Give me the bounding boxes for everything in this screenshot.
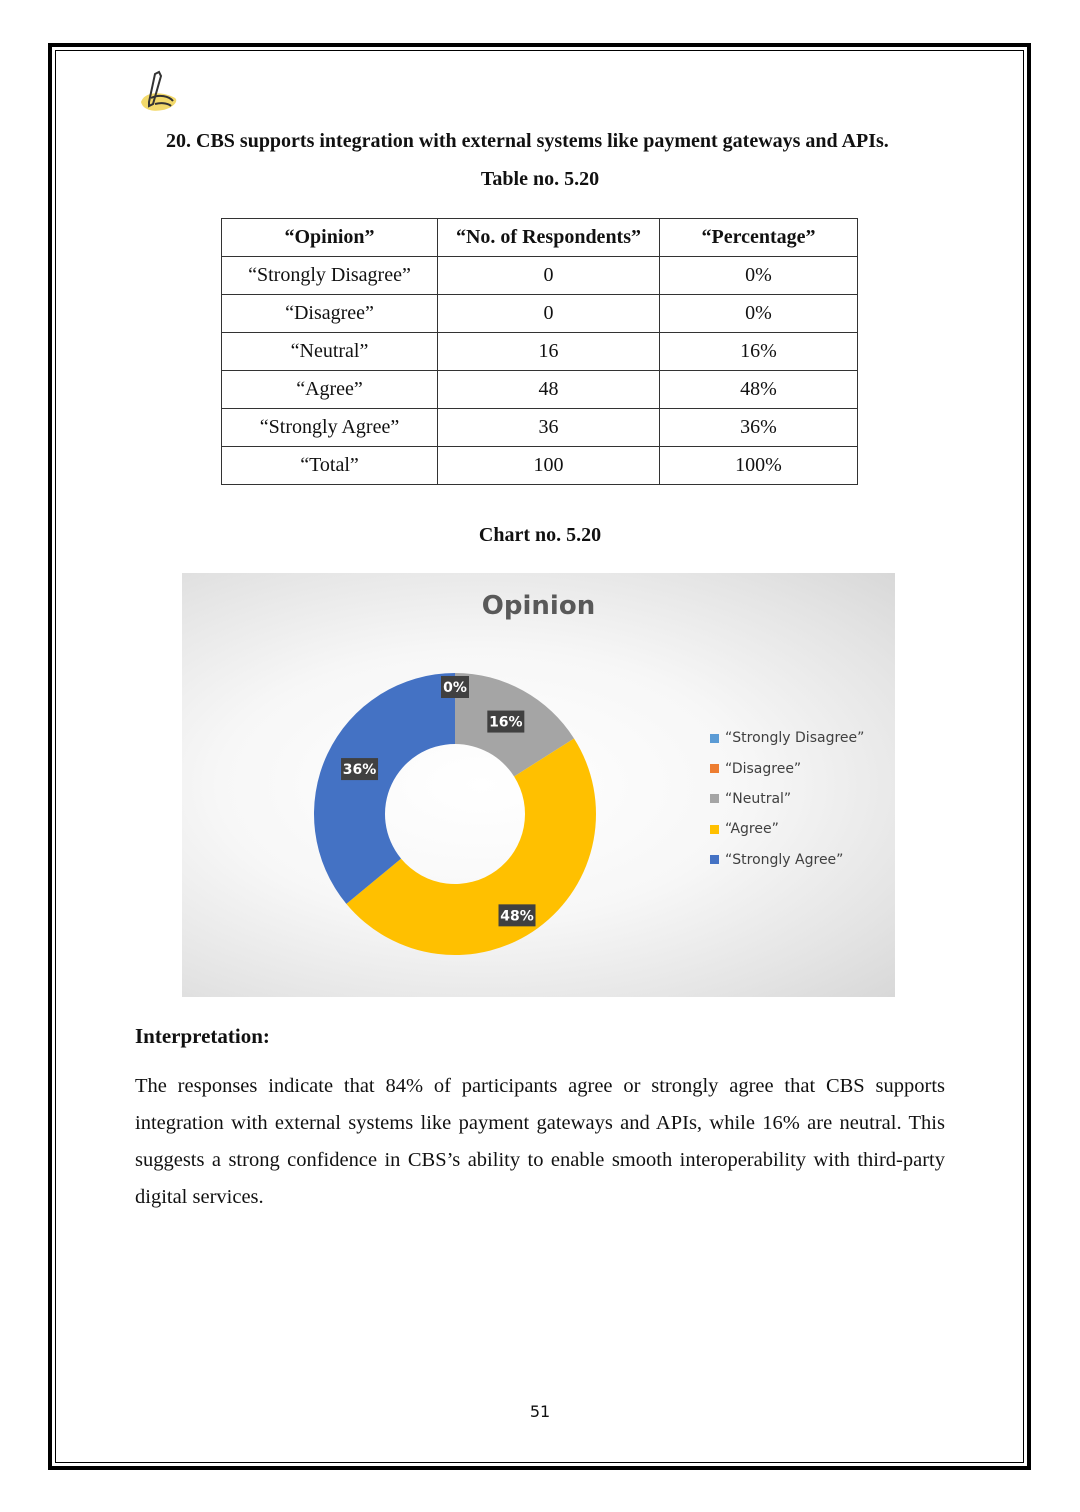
table-cell: “Agree” xyxy=(222,371,438,409)
svg-text:48%: 48% xyxy=(500,908,534,925)
data-label xyxy=(441,676,469,698)
legend-label: “Strongly Agree” xyxy=(725,851,844,868)
table-cell: 0% xyxy=(660,295,858,333)
svg-text:16%: 16% xyxy=(489,714,523,731)
page-number: 51 xyxy=(529,1402,551,1421)
table-cell: “Total” xyxy=(222,447,438,485)
legend-label: “Agree” xyxy=(725,821,779,838)
table-header-row xyxy=(222,219,858,257)
table-cell: 100 xyxy=(438,447,660,485)
table-cell: 100% xyxy=(660,447,858,485)
table-row xyxy=(222,371,858,409)
table-cell: 48 xyxy=(438,371,660,409)
legend-swatch xyxy=(710,794,719,803)
table-cell: 16 xyxy=(438,333,660,371)
donut-slice xyxy=(314,673,455,904)
chart-title: Opinion xyxy=(481,591,596,621)
table-cell: 0 xyxy=(438,257,660,295)
table-cell: “Strongly Agree” xyxy=(222,409,438,447)
table-cell: 0% xyxy=(660,257,858,295)
legend-item xyxy=(710,753,864,783)
table-row xyxy=(222,333,858,371)
legend-swatch xyxy=(710,734,719,743)
table-caption: Table no. 5.20 xyxy=(480,168,600,190)
legend-item xyxy=(710,723,864,753)
column-header: “No. of Respondents” xyxy=(438,219,660,257)
interpretation-heading: Interpretation: xyxy=(135,1024,270,1048)
table-cell: “Neutral” xyxy=(222,333,438,371)
table-cell: “Strongly Disagree” xyxy=(222,257,438,295)
legend-label: “Disagree” xyxy=(725,760,802,777)
legend-item xyxy=(710,814,864,844)
interpretation-text: The responses indicate that 84% of participants agree or strongly agree that CBS supports integration with external systems like payment gateways and APIs, while 16% are neutral. This suggests a strong confidence in CBS’s ability to enable smooth interoperability with third-party digital services. xyxy=(135,1075,945,1208)
question-heading: 20. CBS supports integration with external systems like payment gateways and APIs. xyxy=(166,130,889,152)
legend-label: “Strongly Disagree” xyxy=(725,730,865,747)
table-cell: 36 xyxy=(438,409,660,447)
table-row xyxy=(222,295,858,333)
table-cell: 16% xyxy=(660,333,858,371)
legend-swatch xyxy=(710,825,719,834)
donut-chart xyxy=(182,573,895,997)
table-cell: “Disagree” xyxy=(222,295,438,333)
column-header: “Opinion” xyxy=(222,219,438,257)
chart-caption: Chart no. 5.20 xyxy=(478,524,602,546)
table-row xyxy=(222,257,858,295)
data-label xyxy=(341,758,378,780)
pen-logo-icon xyxy=(135,68,191,116)
table-cell: 48% xyxy=(660,371,858,409)
legend-label: “Neutral” xyxy=(725,790,792,807)
table-cell: 0 xyxy=(438,295,660,333)
table-row xyxy=(222,447,858,485)
svg-text:36%: 36% xyxy=(342,762,377,779)
legend-item xyxy=(710,845,864,875)
legend-swatch xyxy=(710,764,719,773)
chart-legend xyxy=(710,723,864,875)
table-row xyxy=(222,409,858,447)
data-label xyxy=(487,711,524,733)
table-cell: 36% xyxy=(660,409,858,447)
data-label xyxy=(499,904,536,926)
svg-text:0%: 0% xyxy=(443,680,467,696)
legend-swatch xyxy=(710,855,719,864)
column-header: “Percentage” xyxy=(660,219,858,257)
legend-item xyxy=(710,784,864,814)
response-table xyxy=(221,218,858,485)
